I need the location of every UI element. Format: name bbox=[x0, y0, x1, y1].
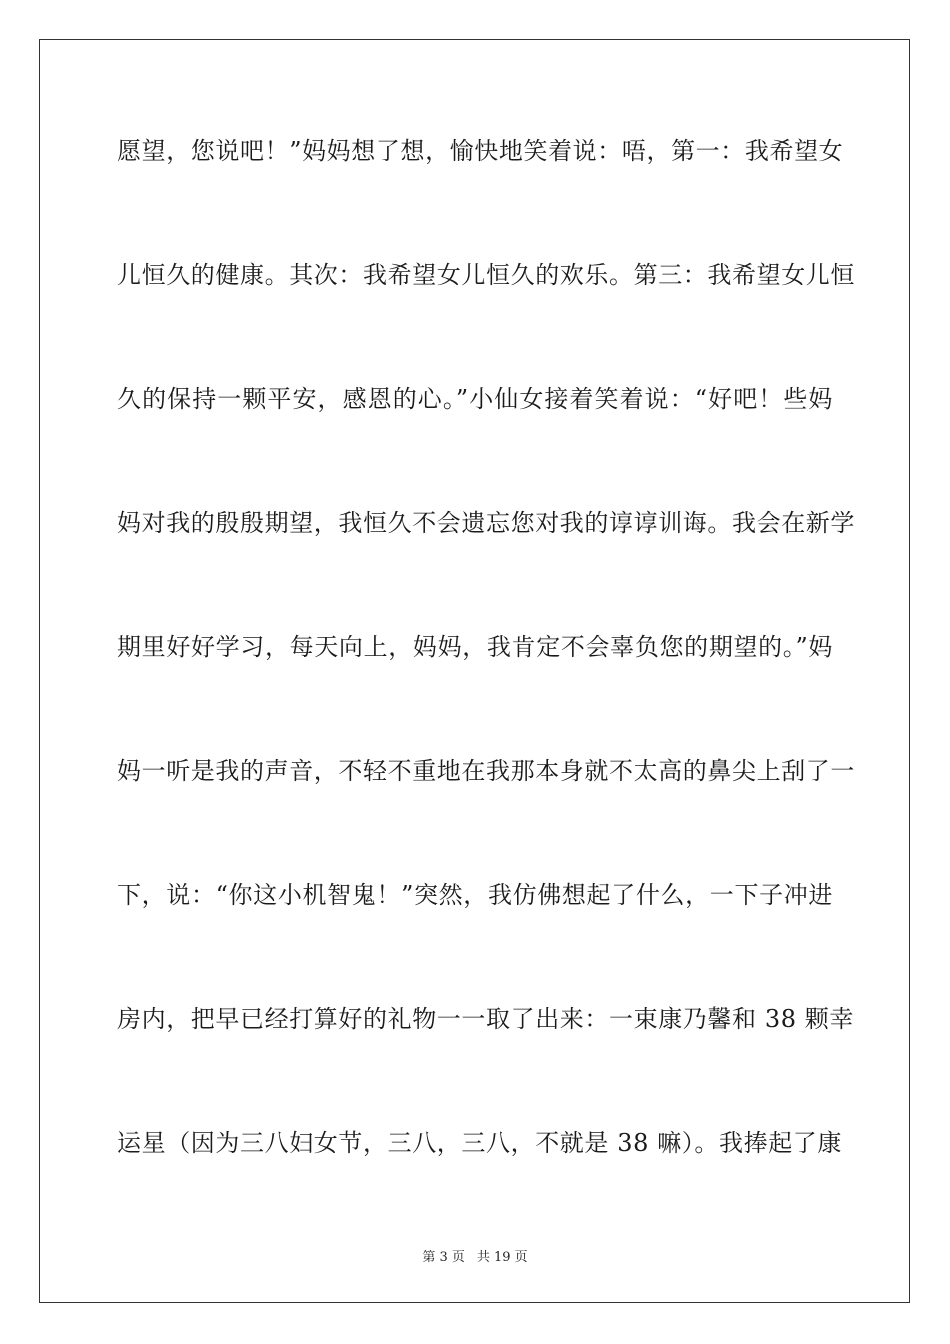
text-line: 儿恒久的健康。其次：我希望女儿恒久的欢乐。第三：我希望女儿恒 bbox=[117, 261, 855, 289]
text-line: 久的保持一颗平安，感恩的心。”小仙女接着笑着说：“好吧！些妈 bbox=[117, 385, 833, 413]
page-number: 第 3 页 bbox=[422, 1250, 465, 1265]
text-line: 愿望，您说吧！”妈妈想了想，愉快地笑着说：唔，第一：我希望女 bbox=[117, 137, 844, 165]
text-line: 期里好好学习，每天向上，妈妈，我肯定不会辜负您的期望的。”妈 bbox=[117, 633, 833, 661]
document-body bbox=[117, 120, 855, 1236]
page-total: 共 19 页 bbox=[476, 1250, 528, 1265]
text-line: 妈对我的殷殷期望，我恒久不会遗忘您对我的谆谆训诲。我会在新学 bbox=[117, 509, 855, 537]
text-line: 房内，把早已经打算好的礼物一一取了出来：一束康乃馨和 38 颗幸 bbox=[117, 1005, 854, 1033]
text-line: 下，说：“你这小机智鬼！”突然，我仿佛想起了什么，一下子冲进 bbox=[117, 881, 833, 909]
text-line: 运星（因为三八妇女节，三八，三八，不就是 38 嘛）。我捧起了康 bbox=[117, 1129, 842, 1157]
text-line: 妈一听是我的声音，不轻不重地在我那本身就不太高的鼻尖上刮了一 bbox=[117, 757, 855, 785]
page-footer bbox=[0, 1246, 950, 1265]
